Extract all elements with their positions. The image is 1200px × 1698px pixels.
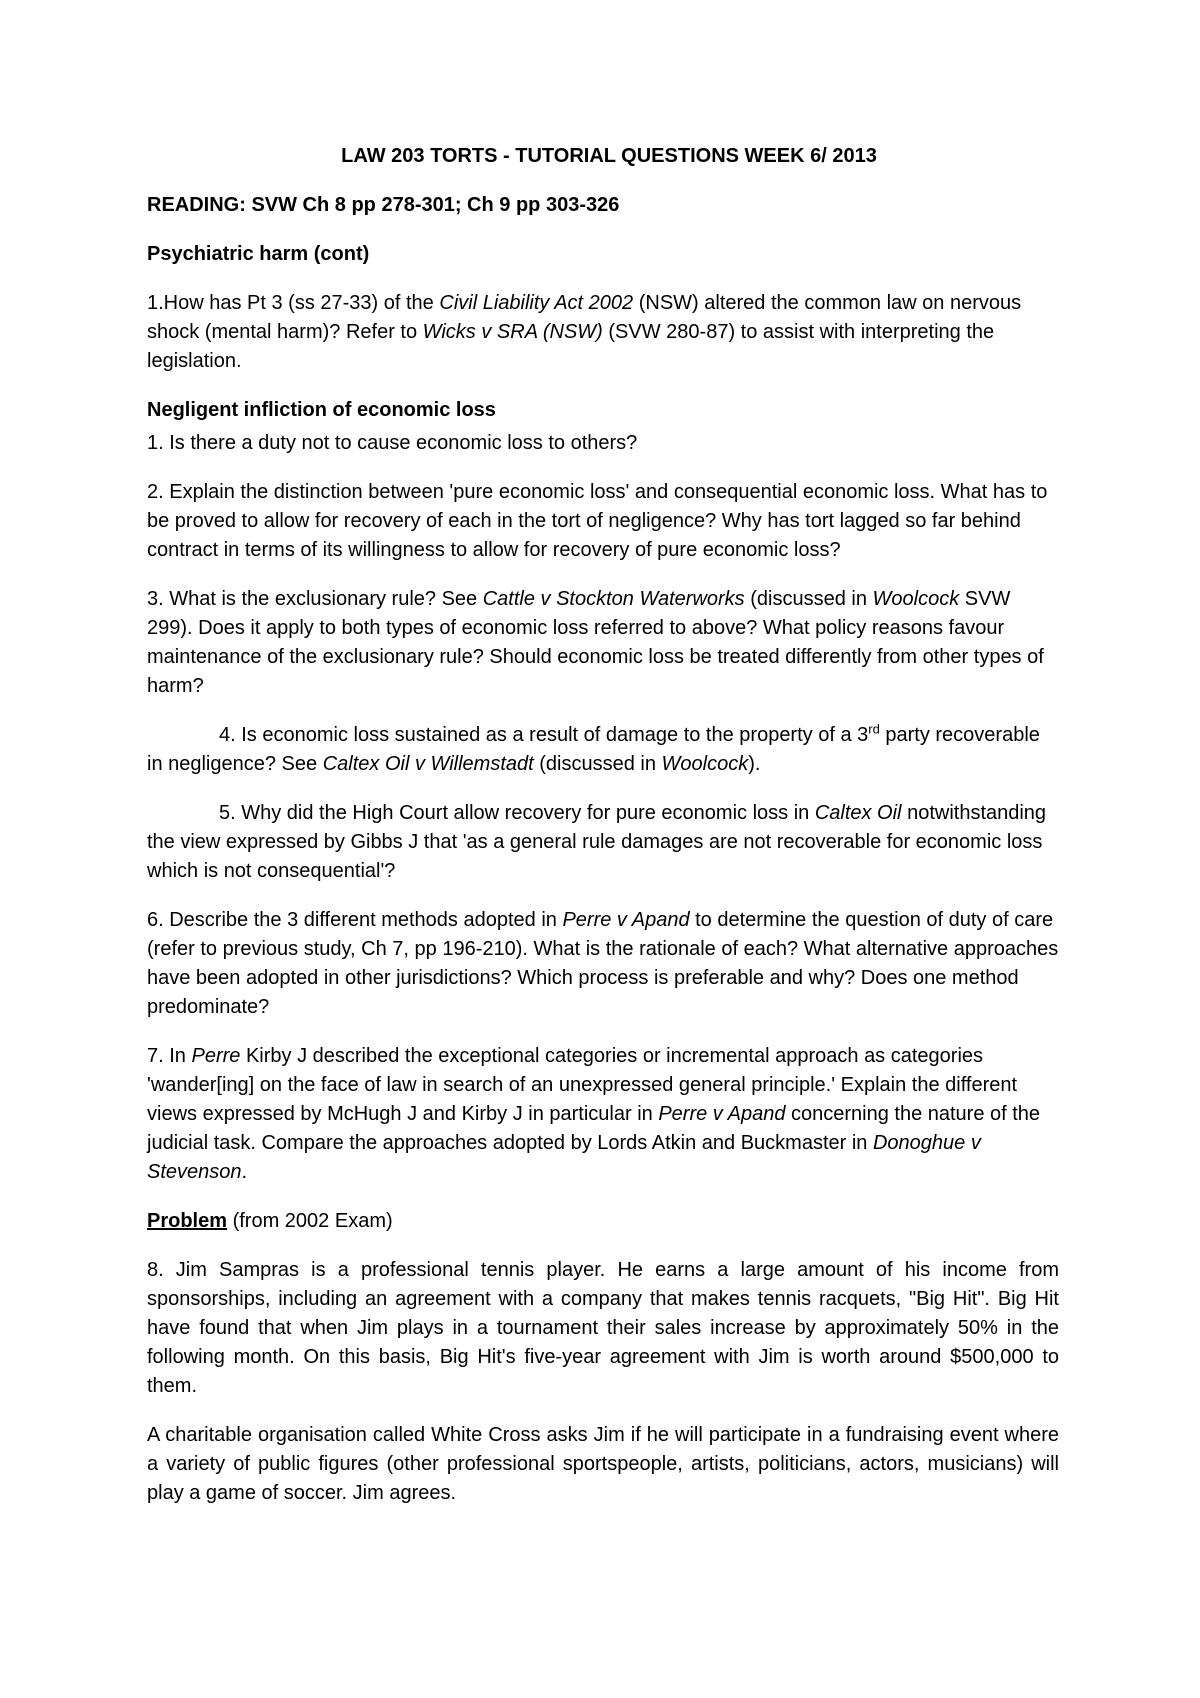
q-text: (NSW) altered the common law on nervous shock (mental harm)? Refer to [147, 292, 1022, 343]
q-text: . [241, 1161, 248, 1183]
document-title: LAW 203 TORTS - TUTORIAL QUESTIONS WEEK 6/ 2013 [341, 145, 877, 167]
q-text: ). [748, 753, 761, 775]
case-citation: Wicks v SRA (NSW) [422, 321, 603, 343]
q-text: Kirby J described the exceptional categories or incremental approach as categories 'wander[ing] on the face of law in search of an unexpressed general principle.' Explain the different views expressed by McHugh J and Kirby J in particular in [147, 1045, 1018, 1125]
q-text: (SVW 280-87) to assist with interpreting the legislation. [147, 321, 995, 372]
problem-label: Problem [147, 1210, 228, 1232]
question-economic-4 [147, 721, 1059, 779]
case-citation: Woolcock [661, 753, 749, 775]
q-text: SVW 299). Does it apply to both types of economic loss referred to above? What policy reasons favour maintenance of the exclusionary rule? Should economic loss be treated differently from other types of harm? [147, 588, 1044, 697]
case-citation: Perre [191, 1045, 241, 1067]
problem-paragraph-2: A charitable organisation called White Cross asks Jim if he will participate in a fundraising event where a variety of public figures (other professional sportspeople, artists, politicians, actors, musicians) will play a game of soccer. Jim agrees. [147, 1424, 1059, 1504]
q-text: party recoverable in negligence? See [147, 724, 1040, 775]
question-psychiatric-1 [147, 289, 1059, 376]
question-economic-2: 2. Explain the distinction between 'pure economic loss' and consequential economic loss. What has to be proved to allow for recovery of each in the tort of negligence? Why has tort lagged so far behind contract in terms of its willingness to allow for recovery of pure economic loss? [147, 481, 1048, 561]
section-heading-psychiatric-harm: Psychiatric harm (cont) [147, 243, 370, 265]
q-text: to determine the question of duty of care (refer to previous study, Ch 7, pp 196-210). What is the rationale of each? What alternative approaches have been adopted in other jurisdictions? Which process is preferable and why? Does one method predominate? [147, 909, 1059, 1018]
q-text: notwithstanding the view expressed by Gibbs J that 'as a general rule damages are not recoverable for economic loss which is not consequential'? [147, 802, 1047, 882]
problem-heading [147, 1207, 1059, 1236]
q-text: 1.How has Pt 3 (ss 27-33) of the [147, 292, 440, 314]
q-text: 7. In [147, 1045, 192, 1067]
q-text: 6. Describe the 3 different methods adopted in [147, 909, 563, 931]
problem-question-8: 8. Jim Sampras is a professional tennis player. He earns a large amount of his income from sponsorships, including an agreement with a company that makes tennis racquets, "Big Hit". Big Hit have found that when Jim plays in a tournament their sales increase by approximately 50% in the following month. On this basis, Big Hit's five-year agreement with Jim is worth around $500,000 to them. [147, 1259, 1059, 1397]
question-economic-5 [147, 799, 1059, 886]
q-text: 3. What is the exclusionary rule? See [147, 588, 483, 610]
ordinal-suffix: rd [868, 721, 880, 737]
case-citation: Civil Liability Act 2002 [439, 292, 634, 314]
problem-source: (from 2002 Exam) [227, 1210, 393, 1232]
q-text: (discussed in [533, 753, 662, 775]
reading-list: READING: SVW Ch 8 pp 278-301; Ch 9 pp 303-326 [147, 194, 620, 216]
case-citation: Cattle v Stockton Waterworks [482, 588, 745, 610]
q-text: (discussed in [744, 588, 873, 610]
document-page [147, 142, 1059, 1528]
case-citation: Perre v Apand [658, 1103, 786, 1125]
question-economic-7 [147, 1042, 1059, 1187]
q-text: 5. Why did the High Court allow recovery for pure economic loss in [219, 802, 815, 824]
case-citation: Perre v Apand [562, 909, 690, 931]
case-citation: Woolcock [872, 588, 960, 610]
question-economic-3 [147, 585, 1059, 701]
case-citation: Caltex Oil v Willemstadt [322, 753, 534, 775]
section-heading-economic-loss: Negligent infliction of economic loss [147, 399, 496, 421]
case-citation: Donoghue v Stevenson [147, 1132, 981, 1183]
question-economic-6 [147, 906, 1059, 1022]
question-economic-1: 1. Is there a duty not to cause economic loss to others? [147, 432, 638, 454]
case-citation: Caltex Oil [814, 802, 902, 824]
q-text: concerning the nature of the judicial task. Compare the approaches adopted by Lords Atkin and Buckmaster in [147, 1103, 1041, 1154]
q-text: 4. Is economic loss sustained as a result of damage to the property of a 3 [219, 724, 869, 746]
